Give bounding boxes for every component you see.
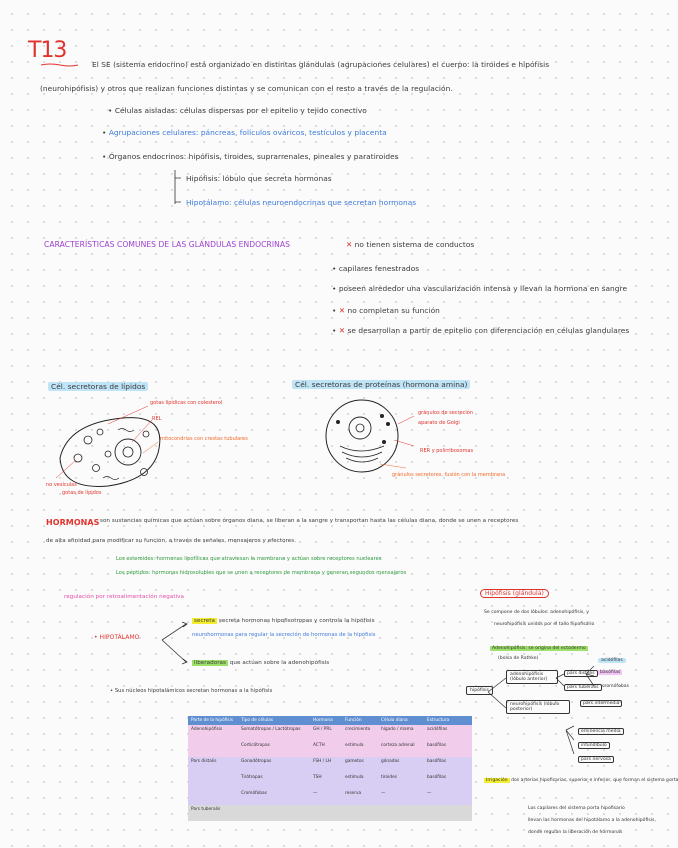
bottom-line-3: donde regulan la liberación de hormonas — [528, 830, 623, 835]
table-cell-structure: basófilas — [424, 773, 472, 789]
hormones-label: HORMONAS — [46, 518, 100, 527]
table-cell-cells: Cromófobas — [238, 789, 310, 805]
characteristics-first: ✕ no tienen sistema de conductos — [346, 240, 475, 249]
hormone-table-wrap — [188, 716, 472, 821]
intro-bullet-1: • Células aisladas: células dispersas por el epitelio y tejido conectivo — [108, 106, 367, 115]
intro-line-2: (neurohipófisis) y otros que realizan funciones distintas y se comunican con el resto a través de la regulación. — [40, 84, 453, 93]
table-cell-target: corteza adrenal — [378, 741, 424, 757]
table-cell-section — [188, 741, 238, 757]
hormones-text-2: de alta afinidad para modificar su función, a través de señales, mensajeros y efectores. — [46, 538, 297, 544]
table-row — [188, 805, 472, 821]
hormone-table — [188, 716, 472, 821]
left-label-4: no vesículas — [46, 482, 77, 488]
characteristics-item-3: • ✕ no completan su función — [332, 306, 440, 315]
liberates-line: liberadoras que actúan sobre la adenohipófisis — [194, 660, 330, 666]
hypothalamus-label: • HIPOTÁLAMO — [94, 634, 140, 641]
bottom-line-2: llevan las hormonas del hipotálamo a la adenohipófisis, — [528, 818, 656, 823]
sub-bullet-2: Hipotálamo: células neuroendocrinas que secretan hormonas — [186, 198, 417, 207]
bracket-connector — [168, 168, 182, 208]
tree-cell-3: cromófobas — [602, 684, 629, 689]
tree-leaf-6: pars nervosa — [578, 756, 614, 763]
tree-leaf-2: pars tuberalis — [564, 684, 602, 691]
table-cell-target: hígado / mama — [378, 725, 424, 741]
col-header: Hormona — [310, 716, 342, 725]
table-row — [188, 789, 472, 805]
table-cell-section — [188, 789, 238, 805]
hypophysis-label: Hipófisis (glándula) — [480, 590, 549, 597]
table-cell-function: crecimiento — [342, 725, 378, 741]
table-cell-function: estimula — [342, 741, 378, 757]
tree-branch-2: neurohipófisis (lóbulo posterior) — [506, 700, 570, 714]
table-cell-cells: Gonadótropas — [238, 757, 310, 773]
tree-cell-1: acidófilas — [598, 658, 626, 663]
irrigation-line: Irrigación dos arterias hipofisarias, superior e inferior, que forman el sistema porta — [486, 778, 678, 783]
left-label-3: mitocondrias con crestas tubulares — [160, 436, 248, 442]
col-header: Tipo de células — [238, 716, 310, 725]
table-cell-function — [342, 805, 378, 821]
diagram-right-title: Cél. secretoras de proteínas (hormona amina) — [292, 380, 470, 389]
col-header: Estructura — [424, 716, 472, 725]
sub-bullet-1: Hipófisis: lóbulo que secreta hormonas — [186, 174, 332, 183]
tree-leaf-1: pars distalis — [564, 670, 598, 677]
table-cell-section: Adenohipófisis — [188, 725, 238, 741]
table-cell-function: reserva — [342, 789, 378, 805]
col-header: Parte de la hipófisis — [188, 716, 238, 725]
col-header: Célula diana — [378, 716, 424, 725]
table-cell-structure: basófilas — [424, 741, 472, 757]
page-title: T13 — [28, 38, 67, 63]
control-text: regulación por retroalimentación negativa — [64, 594, 185, 600]
intro-bullet-3: • Órganos endocrinos: hipófisis, tiroides, suprarrenales, pineales y paratiroides — [102, 152, 399, 161]
tree-leaf-3: pars intermedia — [580, 700, 622, 707]
nuclei-line: • Sus núcleos hipotalámicos secretan hormonas a la hipófisis — [110, 688, 273, 694]
protein-cell-diagram — [310, 394, 430, 484]
table-cell-cells: Somatótropas / Lactótropas — [238, 725, 310, 741]
table-cell-hormone — [310, 805, 342, 821]
left-label-5: gotas de lípidos — [62, 490, 102, 496]
hormones-text-1: son sustancias químicas que actúan sobre órganos diana, se liberan a la sangre y transportan hasta las células diana, donde se unen a receptores — [100, 518, 519, 524]
hyp-note-3: Adenohipófisis: se origina del ectodermo — [492, 646, 586, 651]
table-cell-hormone: GH / PRL — [310, 725, 342, 741]
table-cell-section: Pars distalis — [188, 757, 238, 773]
table-cell-structure: — — [424, 789, 472, 805]
table-cell-hormone: FSH / LH — [310, 757, 342, 773]
tree-leaf-5: infundíbulo — [578, 742, 610, 749]
hormone-type-1: Los esteroides: hormonas lipofílicas que atraviesan la membrana y actúan sobre receptores nucleares — [116, 556, 382, 562]
table-cell-hormone: — — [310, 789, 342, 805]
right-label-4: gránulos secretores, fusión con la membrana — [392, 472, 506, 478]
table-cell-hormone: ACTH — [310, 741, 342, 757]
table-row — [188, 741, 472, 757]
tree-leaf-4: eminencia media — [578, 728, 624, 735]
table-row — [188, 773, 472, 789]
characteristics-item-4: • ✕ se desarrollan a partir de epitelio con diferenciación en células glandulares — [332, 326, 630, 335]
table-cell-structure: basófilas — [424, 757, 472, 773]
table-cell-structure: acidófilas — [424, 725, 472, 741]
right-label-3: RER y polirribosomas — [420, 448, 474, 454]
lipid-cell-diagram — [48, 398, 278, 498]
right-label-2: aparato de Golgi — [418, 420, 460, 426]
table-cell-target: — — [378, 789, 424, 805]
secretes-line: secreta secreta hormonas hipofisotropas y controla la hipófisis — [194, 618, 375, 624]
table-cell-target: tiroides — [378, 773, 424, 789]
table-cell-cells: Corticótropas — [238, 741, 310, 757]
intro-bullet-2: • Agrupaciones celulares: páncreas, folículos ováricos, testículos y placenta — [102, 128, 387, 137]
table-cell-function: gametos — [342, 757, 378, 773]
table-cell-cells: Tirótropas — [238, 773, 310, 789]
diagram-left-title: Cél. secretoras de lípidos — [48, 382, 148, 391]
table-row — [188, 725, 472, 741]
characteristics-item-1: • capilares fenestrados — [332, 264, 420, 273]
table-cell-target — [378, 805, 424, 821]
table-cell-function: estimula — [342, 773, 378, 789]
left-label-1: gotas lipídicas con colesterol — [150, 400, 223, 406]
characteristics-heading: CARACTERÍSTICAS COMUNES DE LAS GLÁNDULAS ENDOCRINAS — [44, 240, 290, 249]
table-cell-target: gónadas — [378, 757, 424, 773]
hyp-note-1: Se compone de dos lóbulos: adenohipófisis, y — [484, 610, 589, 615]
right-label-1: gránulos de secreción — [418, 410, 473, 416]
title-underline — [40, 62, 80, 68]
table-cell-cells — [238, 805, 310, 821]
characteristics-item-2: • poseen alrededor una vascularización intensa y llevan la hormona en sangre — [332, 284, 628, 293]
tree-branch-1: adenohipófisis (lóbulo anterior) — [506, 670, 558, 684]
table-row — [188, 757, 472, 773]
hyp-note-2: neurohipófisis unidos por el tallo hipofisario — [494, 622, 595, 627]
hypothalamus-arrows — [160, 618, 190, 670]
table-cell-hormone: TSH — [310, 773, 342, 789]
col-header: Función — [342, 716, 378, 725]
table-cell-structure — [424, 805, 472, 821]
secretes-line-2: neurohormonas para regular la secreción de hormonas de la hipófisis — [192, 632, 376, 638]
hormone-type-2: Los péptidos: hormonas hidrosolubles que se unen a receptores de membrana y generan segundos mensajeros — [116, 570, 407, 576]
left-label-2: REL — [152, 416, 162, 422]
bottom-line-1: Los capilares del sistema porta hipofisario — [528, 806, 625, 811]
intro-line-1: El SE (sistema endocrino) está organizado en distintas glándulas (agrupaciones celulares) el cuerpo: la tiroides e hipófisis — [92, 60, 550, 69]
hyp-note-4: (bolsa de Rathke) — [498, 656, 539, 661]
tree-root: hipófisis — [466, 686, 493, 695]
table-cell-section — [188, 773, 238, 789]
table-cell-section: Pars tuberalis — [188, 805, 238, 821]
tree-cell-2: basófilas — [600, 670, 621, 675]
